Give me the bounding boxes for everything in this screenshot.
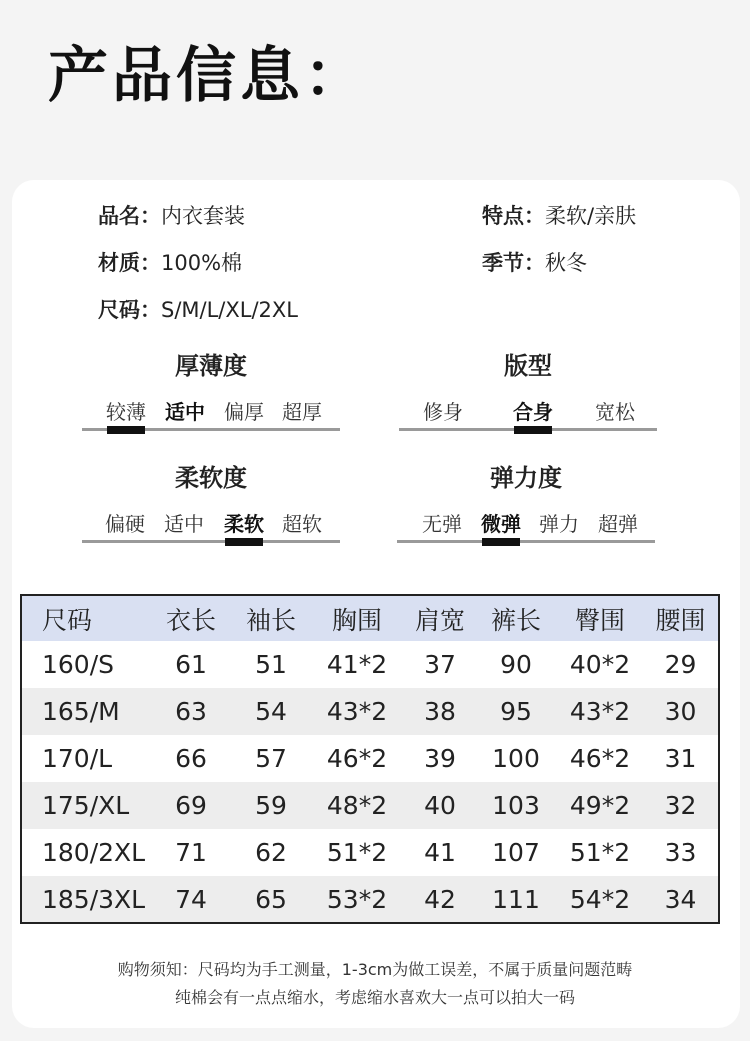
scale-option: 较薄 [106, 400, 146, 424]
info-feature [482, 200, 636, 230]
table-cell: 30 [643, 688, 719, 735]
info-season [482, 247, 587, 277]
info-value: 内衣套装 [161, 204, 245, 228]
table-cell: 29 [643, 641, 719, 688]
scale-track [397, 540, 655, 543]
info-value: 秋冬 [545, 251, 587, 275]
scale-marker [107, 426, 145, 434]
table-cell: 42 [405, 876, 475, 923]
table-cell: 62 [233, 829, 309, 876]
table-header-row [21, 595, 719, 641]
table-cell: 38 [405, 688, 475, 735]
table-row [21, 782, 719, 829]
table-cell: 63 [149, 688, 233, 735]
scale-title: 柔软度 [175, 464, 247, 492]
table-cell: 54*2 [557, 876, 643, 923]
info-value: 柔软/亲肤 [545, 204, 637, 228]
scale-track [82, 540, 340, 543]
table-row [21, 876, 719, 923]
table-cell: 43*2 [557, 688, 643, 735]
table-cell: 65 [233, 876, 309, 923]
column-header: 尺码 [21, 595, 149, 641]
table-row [21, 829, 719, 876]
table-cell: 33 [643, 829, 719, 876]
column-header: 裤长 [475, 595, 557, 641]
table-cell: 46*2 [309, 735, 405, 782]
info-label: 特点： [482, 204, 545, 228]
table-cell: 34 [643, 876, 719, 923]
note-line: 纯棉会有一点点缩水，考虑缩水喜欢大一点可以拍大一码 [174, 988, 575, 1007]
table-cell: 41 [405, 829, 475, 876]
size-table [20, 594, 720, 924]
column-header: 肩宽 [405, 595, 475, 641]
table-cell: 111 [475, 876, 557, 923]
table-cell: 51*2 [309, 829, 405, 876]
scale-option-selected: 微弹 [481, 512, 521, 536]
scale-option: 宽松 [595, 400, 635, 424]
column-header: 胸围 [309, 595, 405, 641]
scale-option: 超弹 [598, 512, 638, 536]
scale-options [82, 384, 340, 440]
scale-options [397, 496, 655, 552]
table-cell: 185/3XL [21, 876, 149, 923]
table-cell: 40 [405, 782, 475, 829]
table-cell: 43*2 [309, 688, 405, 735]
scale-option-selected: 适中 [165, 400, 205, 424]
scale-option-selected: 柔软 [224, 512, 264, 536]
column-header: 腰围 [643, 595, 719, 641]
scale-option: 超软 [282, 512, 322, 536]
table-row [21, 688, 719, 735]
table-cell: 100 [475, 735, 557, 782]
softness-scale [82, 460, 340, 552]
scale-title: 版型 [504, 352, 552, 380]
table-cell: 48*2 [309, 782, 405, 829]
table-cell: 53*2 [309, 876, 405, 923]
table-cell: 41*2 [309, 641, 405, 688]
table-cell: 71 [149, 829, 233, 876]
info-material [98, 247, 242, 277]
table-cell: 49*2 [557, 782, 643, 829]
column-header: 臀围 [557, 595, 643, 641]
table-cell: 175/XL [21, 782, 149, 829]
table-cell: 165/M [21, 688, 149, 735]
table-cell: 66 [149, 735, 233, 782]
table-cell: 90 [475, 641, 557, 688]
info-value: S/M/L/XL/2XL [161, 298, 298, 322]
scale-option: 超厚 [282, 400, 322, 424]
table-cell: 61 [149, 641, 233, 688]
info-label: 材质： [98, 251, 161, 275]
scale-options [82, 496, 340, 552]
thickness-scale [82, 348, 340, 440]
note-line: 购物须知：尺码均为手工测量，1-3cm为做工误差，不属于质量问题范畴 [117, 960, 633, 979]
table-cell: 160/S [21, 641, 149, 688]
table-cell: 57 [233, 735, 309, 782]
scale-option: 适中 [164, 512, 204, 536]
table-cell: 40*2 [557, 641, 643, 688]
scale-option: 偏硬 [105, 512, 145, 536]
table-row [21, 641, 719, 688]
table-cell: 51*2 [557, 829, 643, 876]
scale-marker [225, 538, 263, 546]
scale-title: 厚薄度 [175, 352, 247, 380]
scale-option: 修身 [423, 400, 463, 424]
scale-title: 弹力度 [490, 464, 562, 492]
table-cell: 180/2XL [21, 829, 149, 876]
scale-marker [482, 538, 520, 546]
table-cell: 31 [643, 735, 719, 782]
scale-options [399, 384, 657, 440]
scale-option: 无弹 [422, 512, 462, 536]
table-cell: 103 [475, 782, 557, 829]
table-cell: 69 [149, 782, 233, 829]
table-cell: 46*2 [557, 735, 643, 782]
table-body [21, 641, 719, 923]
table-cell: 54 [233, 688, 309, 735]
table-cell: 32 [643, 782, 719, 829]
table-row [21, 735, 719, 782]
table-cell: 51 [233, 641, 309, 688]
table-cell: 39 [405, 735, 475, 782]
table-cell: 170/L [21, 735, 149, 782]
info-label: 品名： [98, 204, 161, 228]
table-cell: 74 [149, 876, 233, 923]
scale-option-selected: 合身 [513, 400, 553, 424]
info-value: 100%棉 [161, 251, 243, 275]
scale-marker [514, 426, 552, 434]
fit-scale [399, 348, 657, 440]
table-cell: 59 [233, 782, 309, 829]
info-label: 尺码： [98, 298, 161, 322]
column-header: 衣长 [149, 595, 233, 641]
shopping-notes [0, 956, 750, 1012]
column-header: 袖长 [233, 595, 309, 641]
page-title: 产品信息： [48, 41, 368, 111]
info-size [98, 294, 298, 324]
elasticity-scale [397, 460, 655, 552]
scale-option: 偏厚 [224, 400, 264, 424]
table-cell: 37 [405, 641, 475, 688]
table-cell: 95 [475, 688, 557, 735]
scale-option: 弹力 [539, 512, 579, 536]
table-cell: 107 [475, 829, 557, 876]
info-product-name [98, 200, 245, 230]
info-label: 季节： [482, 251, 545, 275]
